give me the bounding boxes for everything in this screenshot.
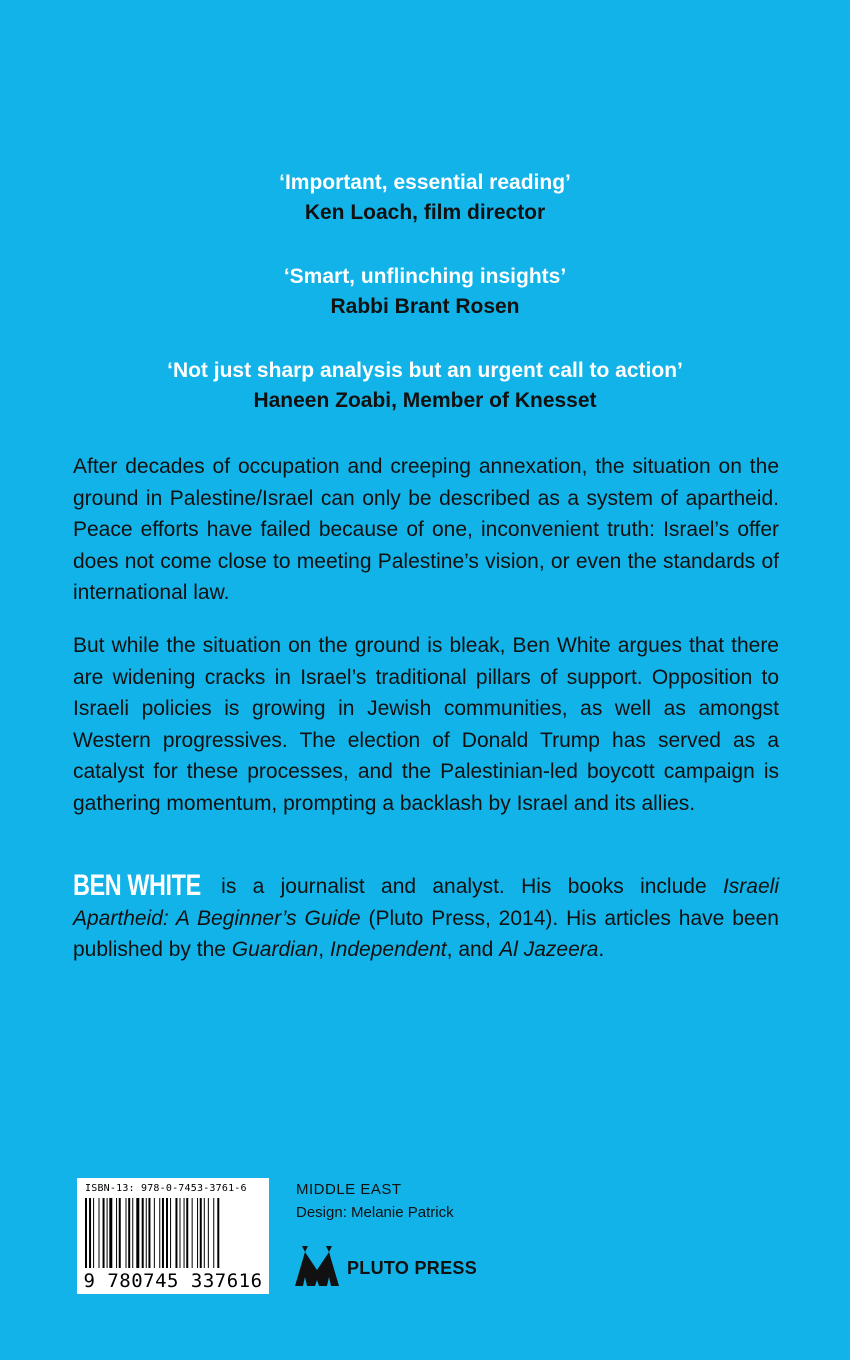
barcode-bar xyxy=(208,1198,209,1268)
barcode-bar xyxy=(192,1198,193,1268)
quote-attribution: Haneen Zoabi, Member of Knesset xyxy=(253,389,597,412)
barcode-bar xyxy=(200,1198,202,1268)
barcode-bar xyxy=(99,1198,100,1268)
publication-name: Guardian xyxy=(231,938,319,961)
bio-text: , xyxy=(318,938,330,961)
isbn-barcode xyxy=(77,1178,269,1294)
cover-meta xyxy=(296,1178,454,1224)
bio-text: . xyxy=(598,938,605,961)
publisher-brand xyxy=(293,1244,477,1292)
barcode-bar xyxy=(109,1198,112,1268)
barcode-bar xyxy=(116,1198,117,1268)
barcode-bar xyxy=(166,1198,168,1268)
barcode-bar xyxy=(89,1198,91,1268)
barcode-bar xyxy=(126,1198,127,1268)
quote-text: ‘Not just sharp analysis but an urgent call to action’ xyxy=(167,359,683,382)
barcode-bar xyxy=(93,1198,94,1268)
author-name: BEN WHITE xyxy=(73,869,201,902)
barcode-bar xyxy=(132,1198,133,1268)
pluto-press-logo-icon xyxy=(293,1244,341,1292)
quote-attribution: Ken Loach, film director xyxy=(304,201,546,224)
author-bio xyxy=(73,870,779,966)
barcode-bar xyxy=(180,1198,181,1268)
barcode-bar xyxy=(85,1198,87,1268)
barcode-icon xyxy=(83,1198,263,1270)
isbn-label: ISBN-13: 978-0-7453-3761-6 xyxy=(85,1183,247,1194)
category-label: MIDDLE EAST xyxy=(296,1181,402,1198)
barcode-bar xyxy=(204,1198,205,1268)
book-title: Israeli Apartheid: A Beginner’s Guide xyxy=(73,875,779,930)
barcode-bar xyxy=(103,1198,105,1268)
barcode-bar xyxy=(148,1198,150,1268)
barcode-bar xyxy=(184,1198,185,1268)
endorsements xyxy=(0,168,850,416)
barcode-bar xyxy=(142,1198,144,1268)
endorsement-3 xyxy=(0,356,850,416)
quote-text: ‘Smart, unflinching insights’ xyxy=(283,265,567,288)
description-paragraph-2: But while the situation on the ground is bleak, Ben White argues that there are widening cracks in Israel’s traditional pillars of support. Opposition to Israeli policies is growing in Jewish communities, as well as amongst Western progressives. The election of Donald Trump has served as a catalyst for these processes, and the Palestinian-led boycott campaign is gathering momentum, prompting a backlash by Israel and its allies. xyxy=(73,634,779,815)
barcode-bar xyxy=(128,1198,130,1268)
quote-attribution: Rabbi Brant Rosen xyxy=(330,295,520,318)
barcode-bar xyxy=(186,1198,188,1268)
barcode-bar xyxy=(136,1198,139,1268)
publication-name: Independent xyxy=(329,938,447,961)
quote-text: ‘Important, essential reading’ xyxy=(279,171,571,194)
publication-name: Al Jazeera xyxy=(499,938,599,961)
barcode-bar xyxy=(197,1198,198,1268)
endorsement-2 xyxy=(0,262,850,322)
barcode-bar xyxy=(107,1198,108,1268)
barcode-bar xyxy=(119,1198,121,1268)
bio-text: is a journalist and analyst. His books include xyxy=(204,875,723,898)
barcode-bar xyxy=(162,1198,164,1268)
barcode-bar xyxy=(175,1198,177,1268)
description-paragraph-1: After decades of occupation and creeping annexation, the situation on the ground in Palestine/Israel can only be described as a system of apartheid. Peace efforts have failed because of one, inconvenient truth: Israel’s offer does not come close to meeting Palestine’s vision, or even the standards of international law. xyxy=(73,455,779,604)
barcode-bar xyxy=(213,1198,214,1268)
barcode-bar xyxy=(170,1198,171,1268)
barcode-bar xyxy=(146,1198,147,1268)
barcode-bar xyxy=(217,1198,219,1268)
publisher-name: PLUTO PRESS xyxy=(347,1257,477,1278)
barcode-bar xyxy=(154,1198,155,1268)
bio-text: , and xyxy=(446,938,500,961)
barcode-number: 9 780745 337616 xyxy=(83,1270,263,1292)
design-credit: Design: Melanie Patrick xyxy=(296,1204,454,1221)
barcode-bar xyxy=(159,1198,160,1268)
bio-text: (Pluto Press, 2014). His articles have been published by the xyxy=(73,906,779,961)
endorsement-1 xyxy=(0,168,850,228)
